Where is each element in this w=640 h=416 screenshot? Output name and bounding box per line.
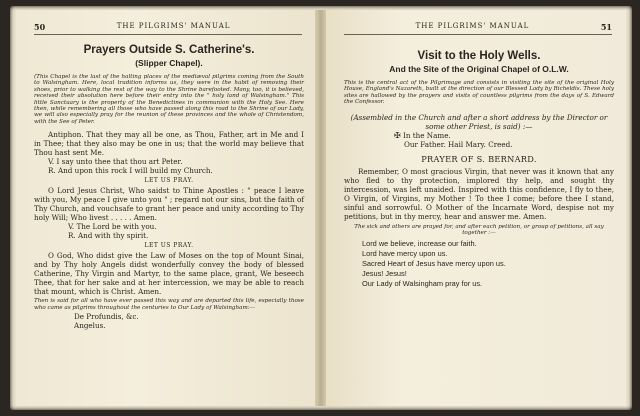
list-item: Lord we believe, increase our faith. bbox=[362, 239, 477, 249]
list-item: Lord have mercy upon us. bbox=[362, 249, 448, 259]
closing-angelus: Angelus. bbox=[74, 321, 106, 331]
in-the-name: In the Name. bbox=[403, 130, 451, 140]
response-lines bbox=[344, 239, 614, 289]
introductory-note: This is the central act of the Pilgrimage and consists in visiting the site of the original Holy House, England's Nazareth, built at the direction of our Blessed Lady by Richeldis. These holy sites are hallowed by the prayers and visits of countless pilgrims from the days of S. Edward the Confessor. bbox=[344, 80, 614, 106]
left-running-header bbox=[34, 22, 302, 35]
cross-icon: ✠ bbox=[394, 130, 401, 140]
right-page-number: 51 bbox=[600, 22, 612, 32]
rubric-let-us-pray: LET US PRAY. bbox=[144, 242, 194, 250]
left-page-number: 50 bbox=[34, 22, 46, 32]
section-title: Visit to the Holy Wells. bbox=[417, 50, 541, 62]
list-item: Jesus! Jesus! bbox=[362, 269, 407, 279]
response: R. And with thy spirit. bbox=[68, 231, 149, 241]
versicle: V. The Lord be with you. bbox=[68, 222, 157, 232]
open-book bbox=[10, 6, 632, 410]
prayer-of-s-catherine: O God, Who didst give the Law of Moses on the top of Mount Sinai, and by Thy holy Angels didst wonderfully convey the body of blessed Catherine, Thy Virgin and Martyr, to the same place, grant, We beseech Thee, that for her sake and at her intercession, we may be able to reach that mount, which is Christ. Amen. bbox=[34, 251, 304, 297]
section-title: Prayers Outside S. Catherine's. bbox=[83, 44, 255, 56]
left-running-head: THE PILGRIMS' MANUAL bbox=[116, 22, 231, 30]
right-page bbox=[326, 10, 626, 406]
list-item: Sacred Heart of Jesus have mercy upon us. bbox=[362, 259, 506, 269]
antiphon: Antiphon. That they may all be one, as Thou, Father, art in Me and I in Thee; that they also may be one in us; that the world may believe that Thou hast sent Me. bbox=[34, 130, 304, 158]
left-page bbox=[16, 10, 317, 406]
prayer-title: PRAYER OF S. BERNARD. bbox=[421, 153, 537, 164]
rubric-let-us-pray: LET US PRAY. bbox=[144, 177, 194, 185]
sick-prayer-note: The sick and others are prayed for, and after each petition, or group of petitions, all say together :— bbox=[354, 223, 604, 237]
prayer-for-unity: O Lord Jesus Christ, Who saidst to Thine Apostles : " peace I leave with you, My peace I give unto you " ; regard not our sins, but the faith of Thy Church, and vouchsafe to grant her peace and unity according to Thy holy Will; Who livest . . . . . Amen. bbox=[34, 186, 304, 223]
introductory-note: (This Chapel is the last of the halting places of the mediæval pilgrims coming from the South to Walsingham. Here, local tradition informs us, they were in the habit of removing their shoes, prior to walking the rest of the way to the Shrine barefooted. Many, too, it is believed, received their absolution here before their entry into the " holy land of Walsingham." This little Sanctuary is the property of the Benedictines in communion with the Holy See. Here then, while remembering all those who have passed along this road to the Shrine of our Lady, we will also especially pray for the reunion of these provinces and the whole of Christendom, with the See of Peter. bbox=[34, 74, 304, 125]
prayer-of-s-bernard: Remember, O most gracious Virgin, that never was it known that any who fled to thy protection, implored thy help, and sought thy intercession, was left unaided. Inspired with this confidence, I fly to thee, O Virgin, of Virgins, my Mother ! To thee I come; before thee I stand, sinful and sorrowful. O Mother of the Incarnate Word, despise not my petitions, but in thy mercy, hear and answer me. Amen. bbox=[344, 166, 614, 221]
list-item: Our Lady of Walsingham pray for us. bbox=[362, 279, 483, 289]
our-father-hail-mary-creed: Our Father. Hail Mary. Creed. bbox=[404, 139, 513, 149]
section-subtitle: (Slipper Chapel). bbox=[135, 58, 203, 68]
section-subtitle: And the Site of the Original Chapel of O.L.W. bbox=[389, 64, 569, 74]
assembly-rubric: (Assembled in the Church and after a short address by the Director or some other Priest, is said) :— bbox=[350, 112, 608, 131]
left-page-content bbox=[34, 44, 304, 400]
versicle: V. I say unto thee that thou art Peter. bbox=[48, 157, 183, 167]
closing-de-profundis: De Profundis, &c. bbox=[74, 312, 139, 322]
right-running-header bbox=[344, 22, 612, 35]
right-running-head: THE PILGRIMS' MANUAL bbox=[415, 22, 530, 30]
closing-note: Then is said for all who have ever passed this way and are departed this life, especially those who came as pilgrims throughout the centuries to Our Lady of Walsingham:— bbox=[34, 298, 304, 311]
right-page-content bbox=[344, 50, 614, 400]
response: R. And upon this rock I will build my Church. bbox=[48, 166, 213, 176]
